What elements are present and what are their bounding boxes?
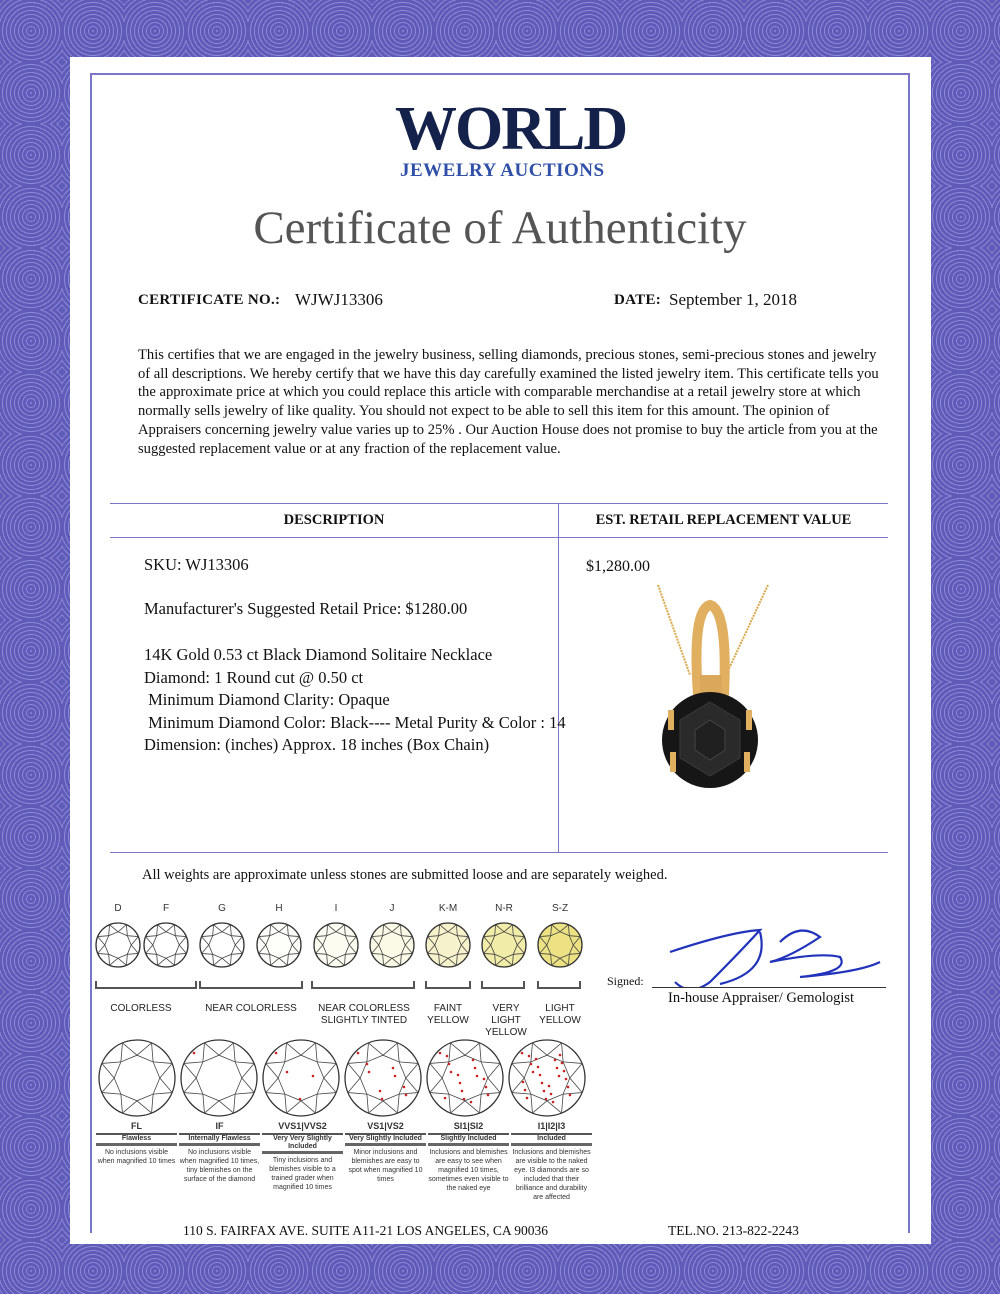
clarity-name: Internally Flawless xyxy=(179,1135,260,1146)
color-grade-label: F xyxy=(162,903,170,914)
inclusion-mark xyxy=(487,1094,490,1097)
color-grade-label: G xyxy=(218,903,226,914)
inclusion-mark xyxy=(463,1098,466,1101)
inclusion-mark xyxy=(444,1097,447,1100)
inclusion-mark xyxy=(448,1063,451,1066)
inclusion-mark xyxy=(394,1075,397,1078)
signed-label: Signed: xyxy=(607,974,644,988)
clarity-code: SI1|SI2 xyxy=(428,1121,509,1135)
group-bracket xyxy=(482,981,524,988)
color-diamond-icon xyxy=(482,923,526,967)
inclusion-mark xyxy=(193,1052,196,1055)
inclusion-mark xyxy=(446,1055,449,1058)
clarity-desc: Inclusions and blemishes are easy to see when magnified 10 times, sometimes even visible to the naked eye xyxy=(428,1149,509,1192)
divider xyxy=(110,503,888,504)
clarity-desc: Tiny inclusions and blemishes visible to a trained grader when magnified 10 times xyxy=(269,1157,336,1191)
clarity-table xyxy=(96,1121,592,1202)
color-grade-label: H xyxy=(275,903,283,914)
inclusion-mark xyxy=(357,1052,360,1055)
statement: This certifies that we are engaged in the jewelry business, selling diamonds, precious stones, semi-precious stones and jewelry of all descriptions. We hereby certify that we have this day carefully examined the listed jewelry item. This certificate tells you the approximate price at which you could replace this article with comparable merchandise at a retail jewelry store at which normally sells jewelry of like quality. You should not expect to be able to sell this item for this amount. The opinion of Appraisers concerning jewelry value varies up to 25% . Our Auction House does not promise to buy the article from you at the suggested replacement value or at any fraction of the replacement value. xyxy=(138,347,879,457)
divider xyxy=(110,537,888,538)
clarity-diamond-icon xyxy=(181,1040,257,1116)
inclusion-mark xyxy=(299,1098,302,1101)
color-grade-label: D xyxy=(114,903,122,914)
clarity-grade xyxy=(345,1121,426,1202)
clarity-diamond-icon xyxy=(509,1040,585,1116)
inclusion-mark xyxy=(543,1090,546,1093)
clarity-diamond-icon xyxy=(345,1040,421,1116)
inclusion-mark xyxy=(532,1071,535,1074)
clarity-code: FL xyxy=(96,1121,177,1135)
inclusion-mark xyxy=(535,1058,538,1061)
group-bracket xyxy=(312,981,414,988)
detail-line: Minimum Diamond Clarity: Opaque xyxy=(144,690,390,709)
inclusion-mark xyxy=(526,1097,529,1100)
inclusion-mark xyxy=(524,1089,527,1092)
inclusion-mark xyxy=(439,1052,442,1055)
clarity-name: Very Very Slightly Included xyxy=(262,1135,343,1154)
certificate-no-label: CERTIFICATE NO.: xyxy=(138,292,281,308)
inclusion-mark xyxy=(457,1074,460,1077)
inclusion-mark xyxy=(541,1082,544,1085)
clarity-grade xyxy=(428,1121,509,1202)
color-group: NEAR COLORLESS xyxy=(205,1003,297,1014)
logo-wordmark: WORLD xyxy=(395,95,627,163)
clarity-code: I1|I2|I3 xyxy=(511,1121,592,1135)
group-bracket xyxy=(538,981,580,988)
inclusion-mark xyxy=(554,1059,557,1062)
inclusion-mark xyxy=(472,1059,475,1062)
inclusion-mark xyxy=(537,1066,540,1069)
weights-note: All weights are approximate unless stones are submitted loose and are separately weighed. xyxy=(142,867,668,883)
clarity-desc: Inclusions and blemishes are visible to the naked eye. I3 diamonds are so included that their brilliance and durability are affected xyxy=(512,1149,591,1201)
inclusion-mark xyxy=(558,1075,561,1078)
color-group: LIGHT YELLOW xyxy=(539,1003,581,1026)
detail-line: Dimension: (inches) Approx. 18 inches (Box Chain) xyxy=(144,735,490,754)
date: September 1, 2018 xyxy=(669,290,797,309)
color-diamond-icon xyxy=(144,923,188,967)
signature xyxy=(650,912,890,987)
color-diamond-icon xyxy=(370,923,414,967)
clarity-code: VS1|VS2 xyxy=(345,1121,426,1135)
inclusion-mark xyxy=(474,1067,477,1070)
clarity-name: Very Slightly Included xyxy=(345,1135,426,1146)
color-grade-label: I xyxy=(334,903,338,914)
retail-value: $1,280.00 xyxy=(586,558,650,575)
detail-line: 14K Gold 0.53 ct Black Diamond Solitaire Necklace xyxy=(144,645,493,664)
clarity-desc: No inclusions visible when magnified 10 times, tiny blemishes on the surface of the diamond xyxy=(179,1149,260,1183)
inclusion-mark xyxy=(539,1074,542,1077)
inclusion-mark xyxy=(565,1078,568,1081)
item-details xyxy=(144,644,566,757)
clarity-code: IF xyxy=(179,1121,260,1135)
clarity-diamond-icon xyxy=(263,1040,339,1116)
inclusion-mark xyxy=(403,1086,406,1089)
clarity-grade xyxy=(179,1121,260,1202)
clarity-name: Included xyxy=(511,1135,592,1146)
color-diamond-icon xyxy=(257,923,301,967)
footer-address: 110 S. FAIRFAX AVE. SUITE A11-21 LOS ANGELES, CA 90036 xyxy=(183,1223,549,1238)
group-bracket xyxy=(426,981,470,988)
inclusion-mark xyxy=(470,1101,473,1104)
clarity-code: VVS1|VVS2 xyxy=(262,1121,343,1135)
color-diamond-icon xyxy=(426,923,470,967)
inclusion-mark xyxy=(550,1093,553,1096)
clarity-chart xyxy=(95,1034,595,1120)
certificate-no: WJWJ13306 xyxy=(295,290,383,309)
inclusion-mark xyxy=(379,1090,382,1093)
detail-line: Diamond: 1 Round cut @ 0.50 ct xyxy=(144,667,364,687)
color-diamond-icon xyxy=(314,923,358,967)
pendant-image xyxy=(640,580,780,795)
inclusion-mark xyxy=(556,1067,559,1070)
inclusion-mark xyxy=(392,1067,395,1070)
group-bracket xyxy=(200,981,302,988)
clarity-grade xyxy=(262,1121,343,1202)
clarity-desc: No inclusions visible when magnified 10 times xyxy=(97,1149,176,1165)
clarity-diamond-icon xyxy=(427,1040,503,1116)
inclusion-mark xyxy=(548,1085,551,1088)
color-group: NEAR COLORLESS SLIGHTLY TINTED xyxy=(318,1003,410,1026)
color-grade-label: J xyxy=(389,903,395,914)
inclusion-mark xyxy=(459,1082,462,1085)
date-label: DATE: xyxy=(614,292,662,308)
inclusion-mark xyxy=(476,1075,479,1078)
inclusion-mark xyxy=(483,1078,486,1081)
inclusion-mark xyxy=(368,1071,371,1074)
color-group: FAINT YELLOW xyxy=(427,1003,469,1026)
inclusion-mark xyxy=(366,1063,369,1066)
color-chart xyxy=(90,895,610,995)
clarity-grade xyxy=(511,1121,592,1202)
inclusion-mark xyxy=(461,1090,464,1093)
inclusion-mark xyxy=(561,1062,564,1065)
appraiser-title: In-house Appraiser/ Gemologist xyxy=(668,990,855,1006)
clarity-grade xyxy=(96,1121,177,1202)
color-grade-label: N-R xyxy=(495,903,513,914)
color-diamond-icon xyxy=(200,923,244,967)
color-group: VERY LIGHT YELLOW xyxy=(485,1003,527,1038)
inclusion-mark xyxy=(567,1086,570,1089)
inclusion-mark xyxy=(545,1098,548,1101)
description-header: DESCRIPTION xyxy=(283,512,385,528)
inclusion-mark xyxy=(563,1070,566,1073)
clarity-diamond-icon xyxy=(99,1040,175,1116)
inclusion-mark xyxy=(381,1098,384,1101)
logo-subtitle: JEWELRY AUCTIONS xyxy=(400,160,605,181)
detail-line: Minimum Diamond Color: Black---- Metal Purity & Color : 14 xyxy=(144,712,566,732)
group-bracket xyxy=(96,981,196,988)
sku: SKU: WJ13306 xyxy=(144,555,249,574)
inclusion-mark xyxy=(528,1055,531,1058)
color-grade-label: S-Z xyxy=(551,903,569,914)
value-header: EST. RETAIL REPLACEMENT VALUE xyxy=(595,512,852,528)
inclusion-mark xyxy=(405,1094,408,1097)
footer-phone: TEL.NO. 213-822-2243 xyxy=(668,1223,799,1238)
clarity-name: Slightly Included xyxy=(428,1135,509,1146)
inclusion-mark xyxy=(569,1094,572,1097)
color-group: COLORLESS xyxy=(110,1003,172,1014)
color-grade-label: K-M xyxy=(438,903,458,914)
color-diamond-icon xyxy=(538,923,582,967)
inclusion-mark xyxy=(521,1052,524,1055)
color-diamond-icon xyxy=(96,923,140,967)
inclusion-mark xyxy=(450,1071,453,1074)
inclusion-mark xyxy=(312,1075,315,1078)
inclusion-mark xyxy=(286,1071,289,1074)
inclusion-mark xyxy=(275,1052,278,1055)
inclusion-mark xyxy=(559,1054,562,1057)
inclusion-mark xyxy=(485,1086,488,1089)
signature-line xyxy=(652,987,886,988)
msrp: Manufacturer's Suggested Retail Price: $1280.00 xyxy=(144,599,468,618)
clarity-name: Flawless xyxy=(96,1135,177,1146)
clarity-desc: Minor inclusions and blemishes are easy to spot when magnified 10 times xyxy=(348,1149,423,1183)
page-title: Certificate of Authenticity xyxy=(253,202,747,254)
divider xyxy=(110,852,888,853)
inclusion-mark xyxy=(552,1101,555,1104)
inclusion-mark xyxy=(530,1063,533,1066)
inclusion-mark xyxy=(522,1081,525,1084)
